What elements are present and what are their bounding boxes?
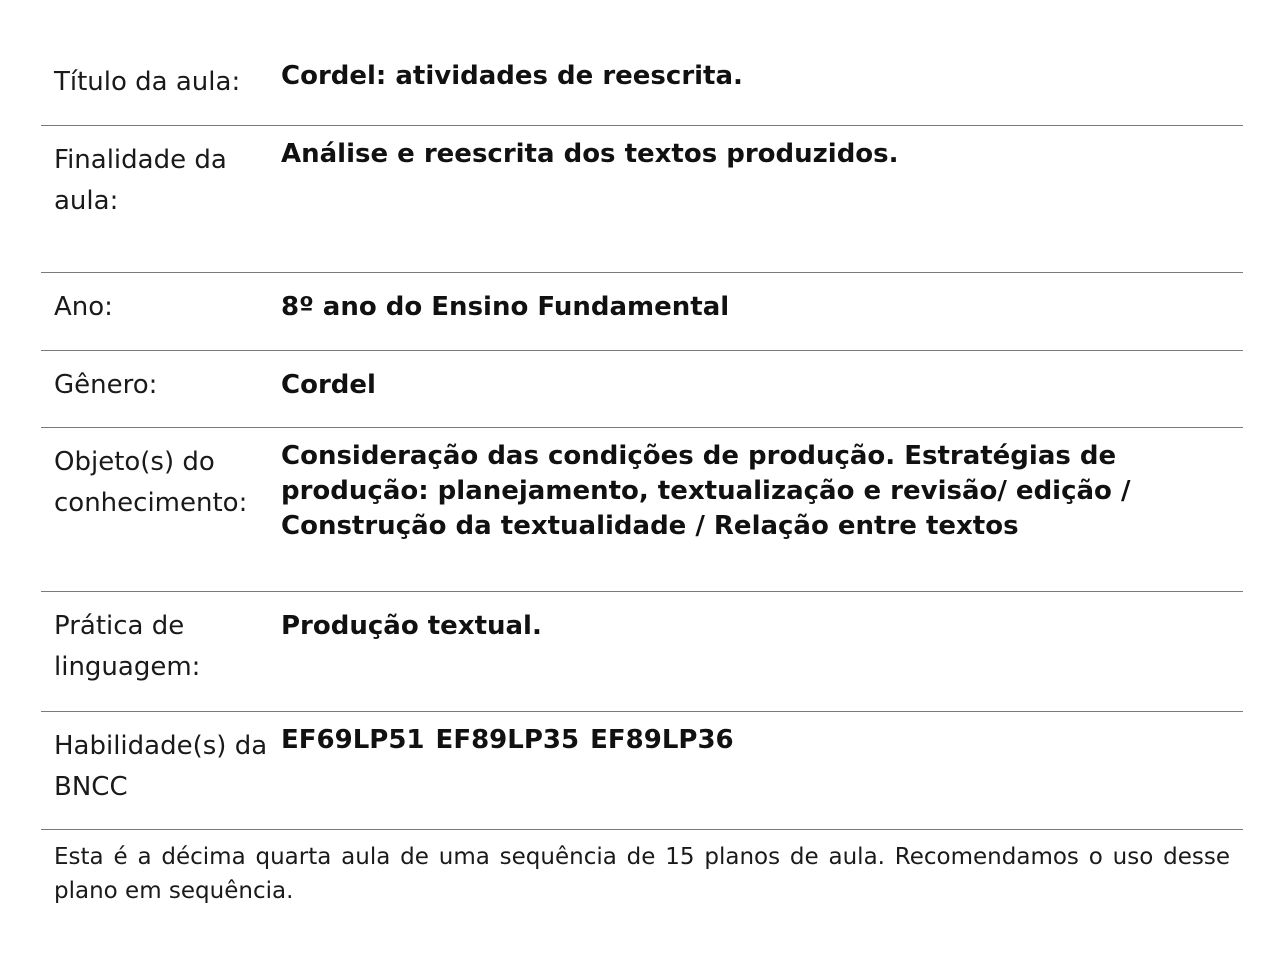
sequence-note: Esta é a décima quarta aula de uma sequência de 15 planos de aula. Recomendamos o uso desse plano em sequência. — [54, 844, 1230, 904]
row-grade — [41, 273, 1243, 351]
bncc-skills-label: Habilidade(s) da BNCC — [54, 731, 268, 802]
row-lesson-purpose — [41, 126, 1243, 273]
grade-label: Ano: — [54, 292, 113, 322]
row-language-practice — [41, 592, 1243, 712]
genre-label: Gênero: — [54, 370, 158, 400]
lesson-purpose-value: Análise e reescrita dos textos produzidos. — [281, 139, 899, 169]
knowledge-objects-label: Objeto(s) do conhecimento: — [54, 447, 248, 518]
language-practice-value: Produção textual. — [281, 611, 542, 641]
knowledge-objects-value: Consideração das condições de produção. Estratégias de produção: planejamento, textualização e revisão/ edição / Construção da textualidade / Relação entre textos — [281, 441, 1131, 541]
row-bncc-skills — [41, 712, 1243, 830]
grade-value: 8º ano do Ensino Fundamental — [281, 292, 730, 322]
genre-value: Cordel — [281, 370, 376, 400]
lesson-purpose-label: Finalidade da aula: — [54, 145, 227, 216]
row-knowledge-objects — [41, 428, 1243, 592]
lesson-title-value: Cordel: atividades de reescrita. — [281, 61, 743, 91]
bncc-skills-value: EF69LP51 EF89LP35 EF89LP36 — [281, 725, 734, 755]
row-lesson-title — [41, 48, 1243, 126]
lesson-title-label: Título da aula: — [54, 67, 241, 97]
language-practice-label: Prática de linguagem: — [54, 611, 201, 682]
row-genre — [41, 351, 1243, 428]
lesson-plan-table — [41, 48, 1243, 908]
